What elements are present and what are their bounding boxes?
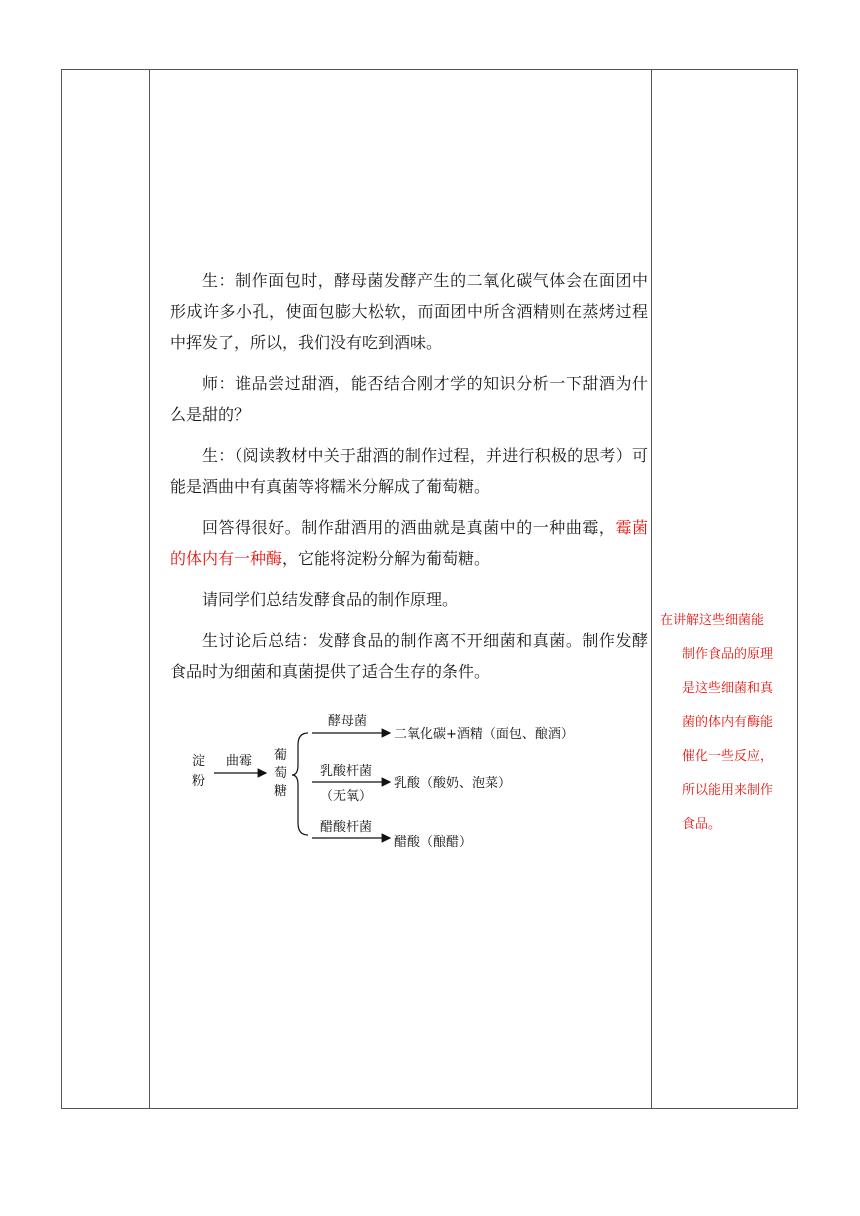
- paragraph: 请同学们总结发酵食品的制作原理。: [202, 590, 459, 609]
- column-divider: [651, 70, 652, 1108]
- paragraph: 生：制作面包时，酵母菌发酵产生的二氧化碳气体会在面团中形成许多小孔，使面包膨大松软，而面团中所含酒精则在蒸烤过程中挥发了，所以，我们没有吃到酒味。: [170, 271, 648, 352]
- branch-label: 醋酸杆菌: [320, 820, 373, 835]
- lesson-content: [170, 265, 648, 697]
- brace: [292, 733, 308, 835]
- highlight-text: 霉菌的体内有一种酶: [170, 518, 648, 568]
- middle-char: 萄: [274, 766, 288, 781]
- teacher-note: [660, 604, 792, 842]
- start-char: 淀: [192, 754, 206, 769]
- note-line: 催化一些反应，: [682, 749, 774, 764]
- column-divider: [149, 70, 150, 1108]
- note-line: 菌的体内有酶能: [682, 715, 774, 730]
- branch-label: 酵母菌: [328, 714, 368, 729]
- paragraph: 生：（阅读教材中关于甜酒的制作过程，并进行积极的思考）可能是酒曲中有真菌等将糯米分解成了葡萄糖。: [170, 446, 648, 496]
- note-line: 所以能用来制作: [682, 783, 774, 798]
- start-char: 粉: [192, 774, 206, 789]
- note-line: 是这些细菌和真: [682, 681, 774, 696]
- paragraph: 师：谁品尝过甜酒，能否结合刚才学的知识分析一下甜酒为什么是甜的？: [170, 374, 648, 424]
- paragraph: 生讨论后总结：发酵食品的制作离不开细菌和真菌。制作发酵食品时为细菌和真菌提供了适合生存的条件。: [170, 631, 648, 681]
- arrow-label: 曲霉: [226, 754, 253, 769]
- branch-sublabel: （无氧）: [320, 789, 373, 804]
- middle-char: 葡: [274, 748, 288, 763]
- branch-product: 乳酸（酸奶、泡菜）: [394, 776, 512, 791]
- paragraph: 回答得很好。制作甜酒用的酒曲就是真菌中的一种曲霉，霉菌的体内有一种酶，它能将淀粉分解为葡萄糖。: [170, 518, 648, 568]
- middle-char: 糖: [274, 784, 288, 799]
- note-line: 食品。: [682, 817, 722, 832]
- branch-product: 醋酸（酿醋）: [394, 835, 473, 850]
- fermentation-diagram: [186, 705, 606, 860]
- branch-product: 二氧化碳+酒精（面包、酿酒）: [394, 727, 574, 742]
- branch-label: 乳酸杆菌: [320, 764, 373, 779]
- note-line: 制作食品的原理: [682, 647, 774, 662]
- note-line: 在讲解这些细菌能: [660, 613, 765, 628]
